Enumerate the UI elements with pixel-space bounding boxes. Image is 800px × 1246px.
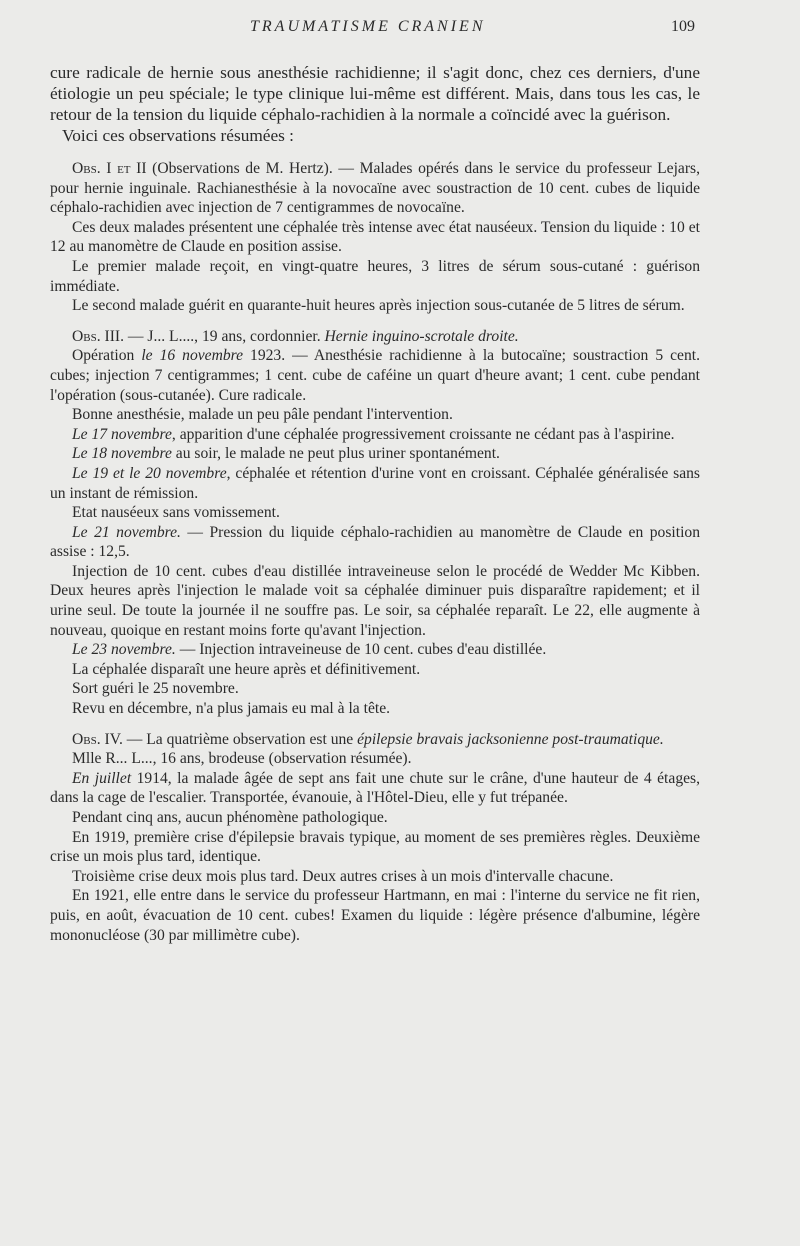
obs-date: Le 23 novembre.: [72, 641, 176, 659]
obs-paragraph: Ces deux malades présentent une céphalée très intense avec état nauséeux. Tension du liquide : 10 et 12 au manomètre de Claude en position assise.: [50, 218, 700, 256]
obs-text: Opération: [72, 347, 142, 365]
obs-paragraph: Bonne anesthésie, malade un peu pâle pendant l'intervention.: [72, 406, 453, 424]
obs-paragraph: [50, 425, 700, 445]
obs-text: — Injection intraveineuse de 10 cent. cubes d'eau distillée.: [175, 641, 547, 659]
obs-label: Obs. IV.: [72, 730, 123, 748]
obs-paragraph: [50, 640, 700, 660]
obs-4-heading: [50, 730, 700, 750]
page-header: [0, 18, 800, 48]
obs-date: Le 18 novembre: [72, 445, 172, 463]
obs-label: Obs. I et II: [72, 160, 147, 177]
obs-paragraph: [50, 464, 700, 503]
page-number: 109: [671, 18, 695, 35]
obs-paragraph: Troisième crise deux mois plus tard. Deux autres crises à un mois d'intervalle chacune.: [72, 867, 614, 885]
obs-paragraph: En 1921, elle entre dans le service du professeur Hartmann, en mai : l'interne du service ne fit rien, puis, en août, évacuation de 10 cent. cubes! Examen du liquide : légère présence d'albumine, légère mononucléose (30 par millimètre cube).: [50, 887, 700, 944]
obs-date: le 16 novembre: [141, 347, 244, 365]
obs-paragraph: Mlle R... L..., 16 ans, brodeuse (observation résumée).: [72, 750, 412, 768]
obs-date: En juillet: [72, 769, 132, 787]
obs-text: au soir, le malade ne peut plus uriner spontanément.: [171, 445, 500, 463]
obs-text: , apparition d'une céphalée progressivement croissante ne cédant pas à l'aspirine.: [171, 425, 675, 443]
intro-paragraph: cure radicale de hernie sous anesthésie rachidienne; il s'agit donc, chez ces derniers, d'une étiologie un peu spéciale; le type clinique lui-même est différent. Mais, dans tous les cas, le retour de la tension du liquide céphalo-rachidien à la normale a coïncidé avec la guérison.: [50, 63, 700, 124]
obs-text: (Observations de M. Hertz). — Malades opérés dans le service du professeur Lejars, pour hernie inguinale. Rachianesthésie à la novocaïne avec soustraction de 10 cent. cubes de liquide céphalo-rachidien avec injection de 7 centigrammes de novocaïne.: [50, 160, 701, 217]
obs-paragraph: [50, 444, 700, 464]
page-body: [50, 62, 700, 945]
obs-paragraph: [50, 769, 700, 808]
obs-text: — La quatrième observation est une: [122, 730, 358, 748]
obs-paragraph: [50, 523, 700, 562]
obs-paragraph: Le second malade guérit en quarante-huit heures après injection sous-cutanée de 5 litres de sérum.: [72, 297, 685, 315]
obs-date: Le 17 novembre: [72, 425, 172, 443]
obs-text: — Pression du liquide céphalo-rachidien au manomètre de Claude en position assise : 12,5.: [50, 523, 700, 561]
obs-1-2-paragraph: [50, 159, 700, 218]
obs-paragraph: Injection de 10 cent. cubes d'eau distillée intraveineuse selon le procédé de Wedder Mc Kibben. Deux heures après l'injection le malade voit sa céphalée diminuer puis disparaître rapidement; et il urine seul. De toute la journée il ne souffre pas. Le soir, sa céphalée reparaît. Le 22, elle augmente à nouveau, quoique en restant moins forte qu'avant l'injection.: [50, 562, 700, 639]
obs-label: Obs. III.: [72, 327, 124, 345]
obs-paragraph: En 1919, première crise d'épilepsie bravais typique, au moment de ses premières règles. Deuxième crise un mois plus tard, identique.: [50, 828, 700, 866]
obs-date: Le 19 et le 20 novembre: [72, 464, 227, 482]
obs-text: 1914, la malade âgée de sept ans fait une chute sur le crâne, d'une hauteur de 4 étages, dans la cage de l'escalier. Transportée, évanouie, à l'Hôtel-Dieu, elle y fut trépanée.: [50, 769, 700, 807]
obs-paragraph: Pendant cinq ans, aucun phénomène pathologique.: [72, 809, 388, 826]
obs-text: , céphalée et rétention d'urine vont en croissant. Céphalée généralisée sans un instant de rémission.: [50, 464, 700, 502]
obs-paragraph: Etat nauséeux sans vomissement.: [72, 504, 280, 522]
obs-date: Le 21 novembre.: [72, 523, 181, 541]
running-title: TRAUMATISME CRANIEN: [250, 18, 486, 35]
obs-text: — J... L...., 19 ans, cordonnier.: [124, 327, 325, 345]
intro-lead: Voici ces observations résumées :: [62, 126, 294, 145]
obs-diagnosis: Hernie inguino-scrotale droite.: [324, 327, 519, 345]
obs-3-heading: [50, 327, 700, 347]
obs-paragraph: La céphalée disparaît une heure après et définitivement.: [72, 660, 421, 678]
obs-paragraph: Sort guéri le 25 novembre.: [72, 680, 239, 698]
obs-paragraph: Le premier malade reçoit, en vingt-quatre heures, 3 litres de sérum sous-cutané : guérison immédiate.: [50, 257, 700, 295]
obs-diagnosis: épilepsie bravais jacksonienne post-traumatique.: [357, 730, 664, 748]
obs-paragraph: [50, 346, 700, 405]
obs-paragraph: Revu en décembre, n'a plus jamais eu mal à la tête.: [72, 700, 391, 718]
obs-text: 1923. — Anesthésie rachidienne à la butocaïne; soustraction 5 cent. cubes; injection 7 centigrammes; 1 cent. cube de caféine un quart d'heure avant; 1 cent. cube pendant l'opération (sous-cutanée). Cure radicale.: [50, 347, 700, 404]
